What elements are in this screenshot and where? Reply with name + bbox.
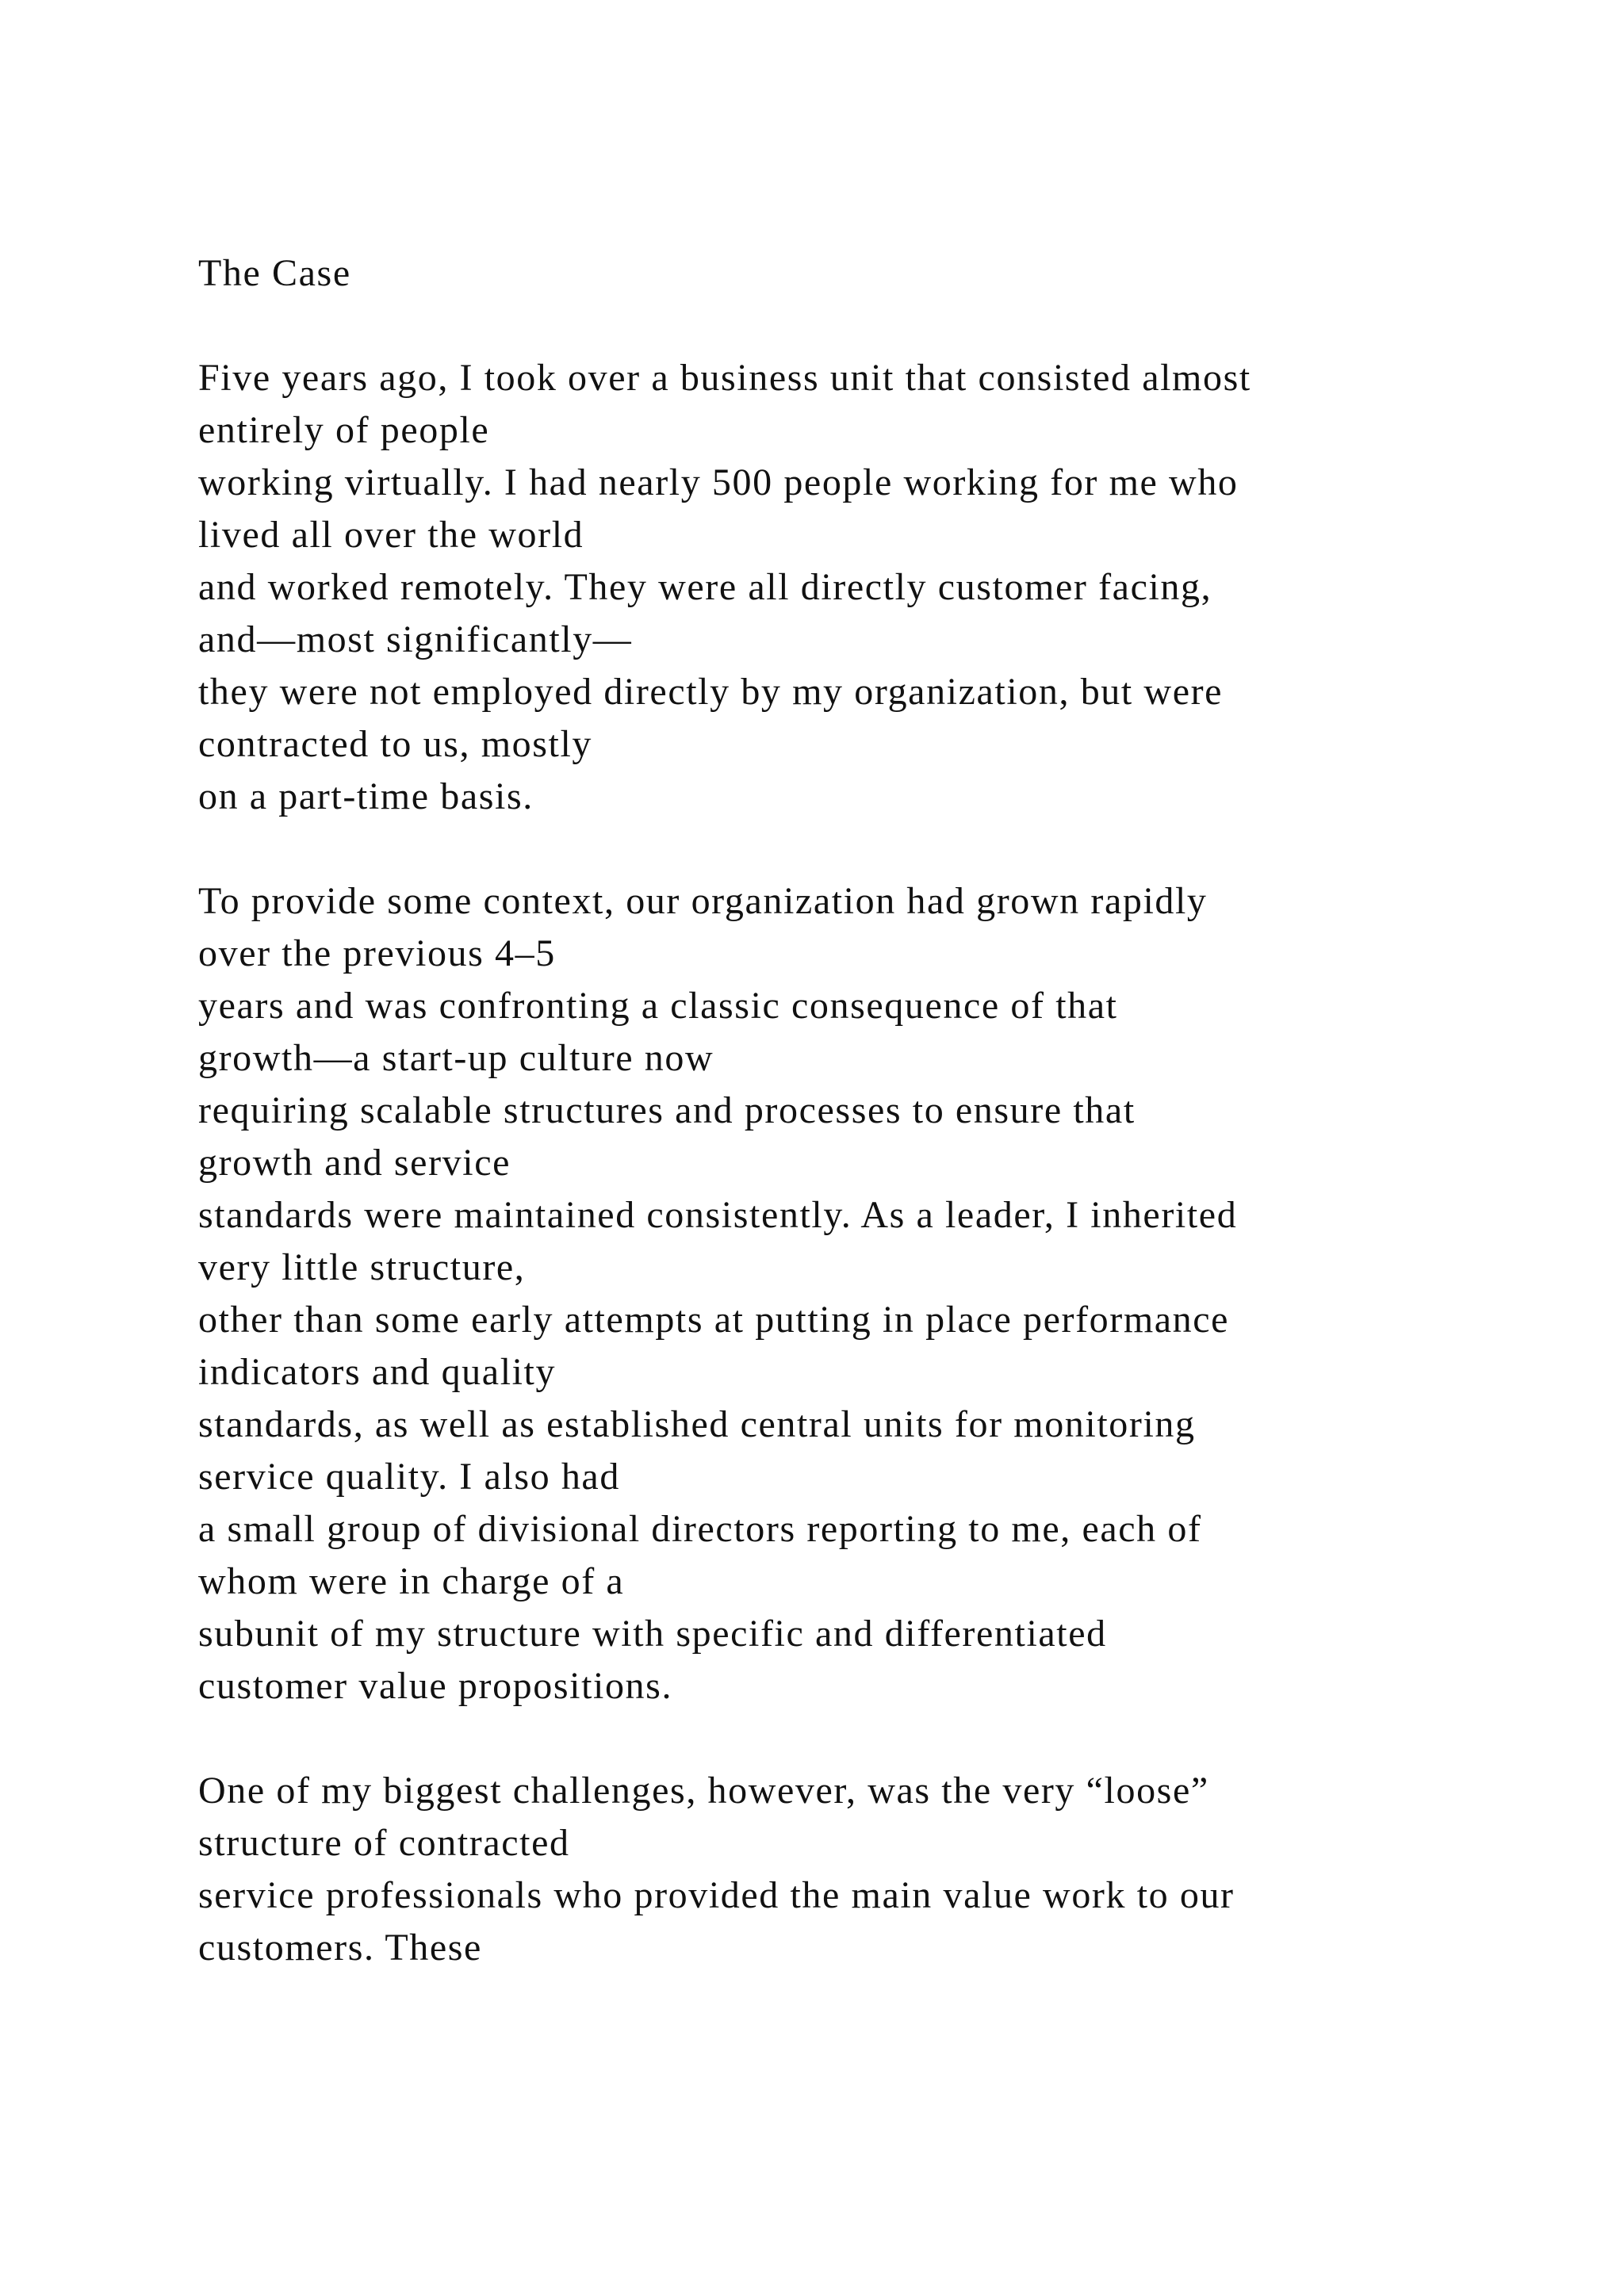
document-body: [198, 247, 1546, 1974]
text-line: whom were in charge of a: [198, 1560, 625, 1602]
text-line: a small group of divisional directors reporting to me, each of: [198, 1508, 1202, 1550]
text-line: service professionals who provided the main value work to our: [198, 1874, 1235, 1916]
text-line: entirely of people: [198, 409, 490, 451]
text-line: over the previous 4–5: [198, 932, 556, 974]
text-line: growth—a start-up culture now: [198, 1037, 714, 1079]
text-line: very little structure,: [198, 1246, 526, 1288]
text-line: customer value propositions.: [198, 1665, 673, 1707]
text-line: and—most significantly—: [198, 618, 633, 660]
document-title: The Case: [198, 252, 351, 294]
text-line: they were not employed directly by my organization, but were: [198, 671, 1224, 713]
text-line: One of my biggest challenges, however, was the very “loose”: [198, 1770, 1209, 1812]
text-line: standards, as well as established central units for monitoring: [198, 1403, 1196, 1445]
text-line: subunit of my structure with specific and differentiated: [198, 1613, 1107, 1655]
text-line: lived all over the world: [198, 514, 584, 556]
text-line: structure of contracted: [198, 1822, 570, 1864]
paragraph-2: [198, 875, 1546, 1712]
text-line: working virtually. I had nearly 500 people working for me who: [198, 461, 1239, 503]
paragraph-3: [198, 1765, 1546, 1974]
text-line: service quality. I also had: [198, 1456, 620, 1498]
text-line: To provide some context, our organization had grown rapidly: [198, 880, 1208, 922]
paragraph-gap: [198, 300, 1546, 352]
text-line: on a part-time basis.: [198, 775, 534, 817]
text-line: customers. These: [198, 1927, 482, 1969]
text-line: other than some early attempts at putting in place performance: [198, 1299, 1230, 1341]
text-line: requiring scalable structures and processes to ensure that: [198, 1089, 1136, 1131]
text-line: standards were maintained consistently. As a leader, I inherited: [198, 1194, 1238, 1236]
paragraph-1: [198, 352, 1546, 823]
text-line: indicators and quality: [198, 1351, 557, 1393]
text-line: and worked remotely. They were all directly customer facing,: [198, 566, 1212, 608]
paragraph-gap: [198, 823, 1546, 875]
text-line: Five years ago, I took over a business unit that consisted almost: [198, 357, 1251, 399]
text-line: contracted to us, mostly: [198, 723, 592, 765]
paragraph-gap: [198, 1712, 1546, 1765]
text-line: years and was confronting a classic consequence of that: [198, 985, 1118, 1027]
text-line: growth and service: [198, 1142, 511, 1184]
